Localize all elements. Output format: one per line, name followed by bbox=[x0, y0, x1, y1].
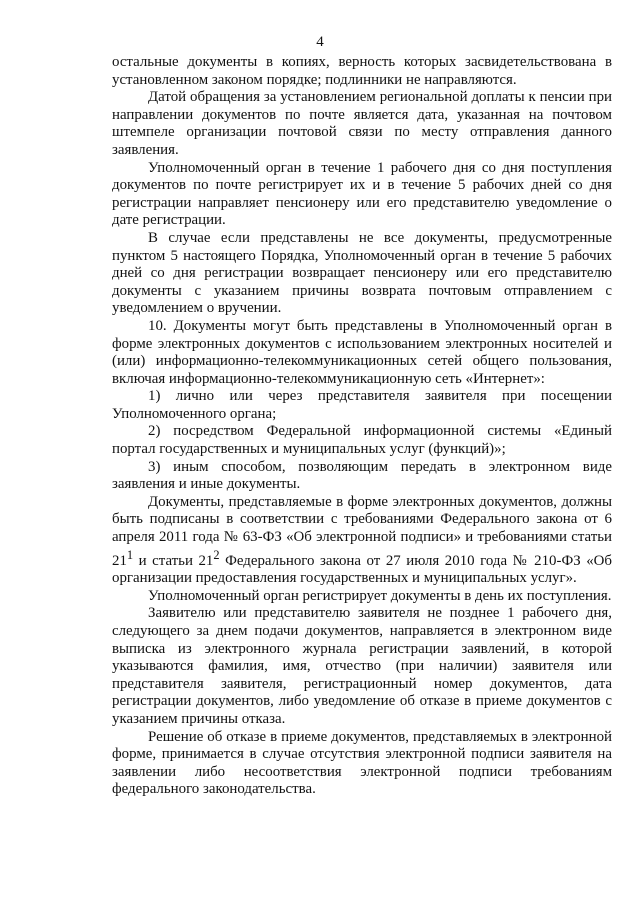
paragraph bbox=[112, 494, 612, 588]
superscript: 2 bbox=[213, 547, 220, 562]
document-body bbox=[112, 54, 612, 799]
list-item: 3) иным способом, позволяющим передать в электронном виде заявления и иные документы. bbox=[112, 458, 612, 493]
list-item: 2) посредством Федеральной информационной системы «Единый портал государственных и муниципальных услуг (функций)»; bbox=[112, 423, 612, 458]
paragraph-text: Документы, представляемые в форме электронных документов, должны быть подписаны в соответствии с требованиями Федерального закона от 6 апреля 2011 года № 63-ФЗ «Об электронной подписи» и требованиями статьи 21 bbox=[112, 493, 612, 569]
paragraph: 10. Документы могут быть представлены в Уполномоченный орган в форме электронных документов с использованием электронных носителей и (или) информационно-телекоммуникационных сетей общего пользования, включая информационно-телекоммуникационную сеть «Интернет»: bbox=[112, 317, 612, 387]
paragraph: Датой обращения за установлением региональной доплаты к пенсии при направлении документов по почте является дата, указанная на почтовом штемпеле организации почтовой связи по месту отправления данного заявления. bbox=[112, 89, 612, 158]
paragraph: В случае если представлены не все документы, предусмотренные пунктом 5 настоящего Порядка, Уполномоченный орган в течение 5 рабочих дней со дня регистрации возвращает пенсионеру или его представителю документы с указанием причины возврата почтовым отправлением с уведомлением о вручении. bbox=[112, 229, 612, 317]
paragraph: Заявителю или представителю заявителя не позднее 1 рабочего дня, следующего за днем подачи документов, направляется в электронном виде выписка из электронного журнала регистрации заявлений, в которой указываются фамилия, имя, отчество (при наличии) заявителя или представителя заявителя, регистрационный номер документов, дата регистрации документов, либо уведомление об отказе в приеме документов с указанием причины отказа. bbox=[112, 605, 612, 727]
paragraph-text: Федерального закона от 27 июля 2010 года № 210-ФЗ «Об организации предоставления государственных и муниципальных услуг». bbox=[112, 552, 612, 587]
paragraph: остальные документы в копиях, верность которых засвидетельствована в установленном законом порядке; подлинники не направляются. bbox=[112, 54, 612, 88]
superscript: 1 bbox=[126, 547, 134, 562]
paragraph: Уполномоченный орган регистрирует документы в день их поступления. bbox=[148, 587, 612, 604]
paragraph: Уполномоченный орган в течение 1 рабочего дня со дня поступления документов по почте регистрирует их и в течение 5 рабочих дней со дня регистрации направляет пенсионеру или его представителю уведомление о дате регистрации. bbox=[112, 159, 612, 229]
page-number: 4 bbox=[316, 34, 324, 50]
paragraph-text: и статьи 21 bbox=[133, 552, 214, 569]
list-item: 1) лично или через представителя заявителя при посещении Уполномоченного органа; bbox=[112, 388, 612, 422]
paragraph: Решение об отказе в приеме документов, представляемых в электронной форме, принимается в случае отсутствия электронной подписи заявителя на заявлении либо несоответствия электронной подписи требованиям федерального законодательства. bbox=[112, 728, 612, 798]
